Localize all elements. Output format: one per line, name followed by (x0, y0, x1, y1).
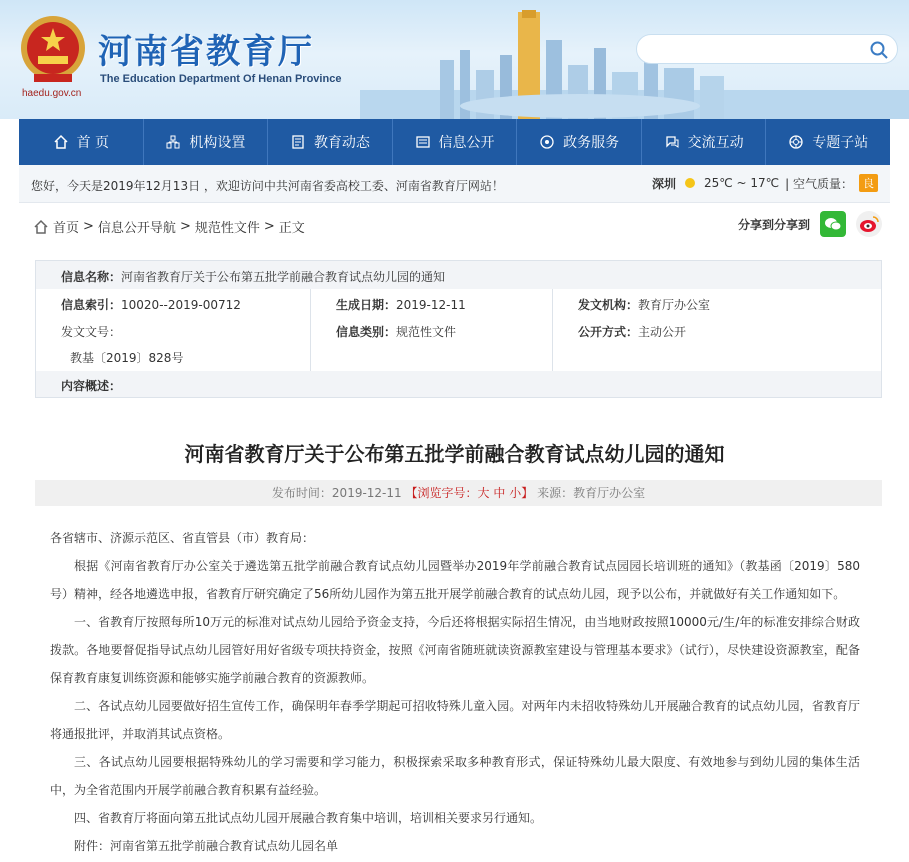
article-salutation: 各省辖市、济源示范区、省直管县（市）教育局： (50, 531, 315, 545)
welcome-text: 您好，今天是2019年12月13日 ，欢迎访问中共河南省委高校工委、河南省教育厅网站！ (31, 179, 504, 193)
info-index-value: 10020--2019-00712 (121, 298, 241, 312)
info-cat-label: 信息类别： (336, 325, 397, 339)
national-emblem-logo (18, 14, 88, 86)
nav-item-label: 政务服务 (563, 135, 620, 151)
article-body (50, 524, 860, 860)
welcome-bar (19, 165, 890, 203)
nav-item-topic[interactable] (766, 119, 890, 165)
info-org-label: 发文机构： (578, 298, 639, 312)
article-paragraph: 二、各试点幼儿园要做好招生宣传工作，确保明年春季学期起可招收特殊儿童入园。对两年内未招收特殊幼儿开展融合教育的试点幼儿园，省教育厅将通报批评，并取消其试点资格。 (50, 699, 860, 741)
info-cat-cell (336, 323, 456, 340)
air-quality-badge: 良 (859, 174, 878, 192)
breadcrumb-bar (19, 203, 890, 247)
font-size-large-button[interactable]: 大 (477, 486, 490, 500)
info-table (35, 260, 882, 398)
article-paragraph: 三、各试点幼儿园要根据特殊幼儿的学习需要和学习能力，积极探索采取多种教育形式，保证特殊幼儿最大限度、有效地参与到幼儿园的集体生活中，为全省范围内开展学前融合教育积累有益经验。 (50, 755, 860, 797)
site-header (0, 0, 909, 119)
info-row-index (36, 289, 881, 317)
nav-item-news[interactable] (268, 119, 393, 165)
news-icon (290, 134, 306, 150)
main-nav (19, 119, 890, 165)
share-label: 分享到分享到 (737, 217, 810, 232)
interact-icon (664, 134, 680, 150)
sun-icon (682, 175, 698, 191)
info-row-summary (36, 371, 881, 397)
info-docno-label: 发文文号： (61, 325, 122, 339)
info-date-cell (336, 296, 466, 313)
search-input[interactable] (651, 40, 861, 60)
article-paragraph: 一、省教育厅按照每所10万元的标准对试点幼儿园给予资金支持，今后还将根据实际招生情况，由当地财政按照10000元/生/年的标准安排综合财政拨款。各地要督促指导试点幼儿园管好用好省级专项扶持资金，按照《河南省随班就读资源教室建设与管理基本要求》（试行），尽快建设资源教室，配备保育教育康复训练资源和能够实施学前融合教育的资源教师。 (50, 615, 860, 685)
nav-item-label: 交流互动 (687, 135, 744, 151)
info-docno-value: 教基〔2019〕828号 (70, 351, 184, 365)
nav-item-service[interactable] (517, 119, 642, 165)
site-subtitle: The Education Department Of Henan Province (100, 73, 342, 85)
font-size-medium-button[interactable]: 中 (493, 486, 506, 500)
nav-item-label: 信息公开 (438, 135, 495, 151)
weather-widget (652, 174, 878, 192)
info-open-value: 主动公开 (638, 325, 687, 339)
topic-icon (788, 134, 804, 150)
weather-city: 深圳 (651, 176, 676, 191)
meta-source-label: 来源： (537, 486, 574, 500)
breadcrumb-current: 正文 (278, 221, 305, 236)
nav-item-label: 首 页 (76, 135, 110, 151)
weather-temp: 25℃ ~ 17℃ (703, 176, 780, 190)
article-attachment-link[interactable]: 附件：河南省第五批学前融合教育试点幼儿园名单 (74, 839, 339, 853)
city-skyline-banner (360, 10, 909, 119)
info-name-cell (61, 268, 445, 285)
service-icon (539, 134, 555, 150)
home-icon (33, 219, 49, 235)
home-icon (53, 134, 69, 150)
article-title: 河南省教育厅关于公布第五批学前融合教育试点幼儿园的通知 (184, 442, 725, 466)
info-date-value: 2019-12-11 (396, 298, 466, 312)
font-size-small-button[interactable]: 小 (509, 486, 522, 500)
info-open-label: 公开方式： (578, 325, 639, 339)
weibo-share-icon[interactable] (856, 211, 882, 237)
nav-item-home[interactable] (19, 119, 144, 165)
breadcrumb-separator: > (263, 219, 275, 234)
info-row-docno (36, 317, 881, 371)
breadcrumb-category[interactable]: 规范性文件 (194, 221, 260, 236)
meta-source: 教育厅办公室 (573, 486, 646, 500)
info-divider (552, 289, 553, 371)
info-name-label: 信息名称： (61, 270, 122, 284)
nav-item-label: 教育动态 (313, 135, 370, 151)
info-row-name (36, 261, 881, 289)
info-date-label: 生成日期： (336, 298, 397, 312)
nav-item-label: 专题子站 (812, 135, 869, 151)
nav-item-info-open[interactable] (393, 119, 518, 165)
air-quality-label: | 空气质量： (785, 176, 853, 191)
info-icon (415, 134, 431, 150)
site-url: haedu.gov.cn (22, 88, 82, 99)
nav-item-interact[interactable] (642, 119, 767, 165)
search-box (636, 34, 898, 64)
nav-item-org[interactable] (144, 119, 269, 165)
meta-time: 2019-12-11 (331, 486, 402, 500)
article-paragraph: 四、省教育厅将面向第五批试点幼儿园开展融合教育集中培训，培训相关要求另行通知。 (74, 811, 543, 825)
meta-font-close: 】 (521, 486, 534, 500)
breadcrumb-home[interactable]: 首页 (53, 221, 80, 236)
breadcrumb-separator: > (83, 219, 94, 234)
info-divider (310, 289, 311, 371)
info-index-cell (61, 296, 241, 313)
nav-item-label: 机构设置 (189, 135, 246, 151)
article-paragraph: 根据《河南省教育厅办公室关于遴选第五批学前融合教育试点幼儿园暨举办2019年学前融合教育试点园园长培训班的通知》（教基函〔2019〕580号）精神，经各地遴选申报，省教育厅研究确定了56所幼儿园作为第五批开展学前融合教育的试点幼儿园，现予以公布，并就做好有关工作通知如下。 (50, 559, 860, 601)
breadcrumb-separator: > (179, 219, 191, 234)
org-icon (165, 134, 181, 150)
site-title[interactable]: 河南省教育厅 (98, 32, 314, 72)
search-icon[interactable] (869, 40, 889, 60)
info-index-label: 信息索引： (61, 298, 122, 312)
meta-time-label: 发布时间： (271, 486, 332, 500)
info-name-value: 河南省教育厅关于公布第五批学前融合教育试点幼儿园的通知 (121, 270, 446, 284)
info-cat-value: 规范性文件 (396, 325, 457, 339)
meta-font-label: 【浏览字号： (405, 486, 478, 500)
breadcrumb-info-nav[interactable]: 信息公开导航 (97, 221, 176, 236)
info-org-value: 教育厅办公室 (638, 298, 711, 312)
share-bar (738, 211, 882, 237)
breadcrumb (33, 217, 305, 236)
info-open-cell (578, 323, 686, 340)
wechat-share-icon[interactable] (820, 211, 846, 237)
article-meta-bar (35, 480, 882, 506)
info-org-cell (578, 296, 710, 313)
info-summary-label: 内容概述： (61, 379, 122, 393)
